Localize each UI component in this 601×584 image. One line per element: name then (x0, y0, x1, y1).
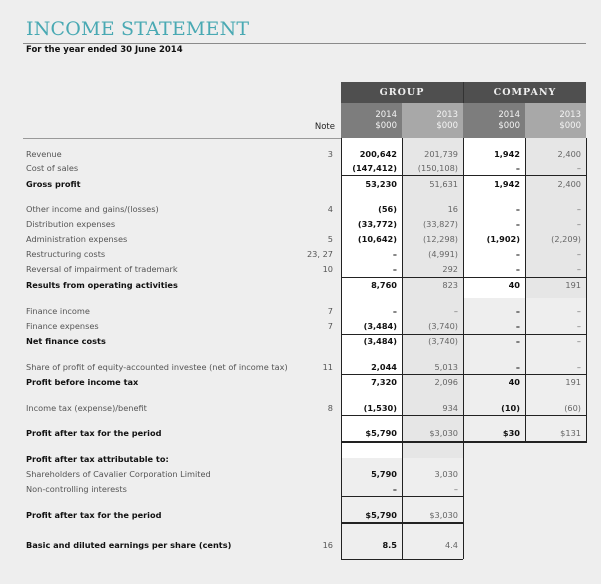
page-subtitle: For the year ended 30 June 2014 (26, 45, 183, 55)
cell: – (515, 336, 520, 346)
row-label: Basic and diluted earnings per share (cents) (26, 540, 232, 550)
table-row (0, 467, 601, 481)
year-label: 2013 (559, 110, 581, 120)
cell: – (576, 306, 581, 316)
column-header-company-2014 (463, 103, 525, 138)
table-row (0, 538, 601, 552)
subtotal-rule (341, 415, 586, 416)
row-label: Finance expenses (26, 321, 99, 331)
unit-label: $000 (436, 121, 458, 131)
cell: – (453, 306, 458, 316)
total-rule (341, 522, 463, 524)
cell: – (576, 219, 581, 229)
table-row (0, 147, 601, 161)
row-note: 7 (327, 306, 333, 316)
row-note: 5 (327, 234, 333, 244)
cell: – (576, 336, 581, 346)
cell: $3,030 (429, 428, 458, 438)
table-row (0, 278, 601, 292)
header-rule (23, 138, 341, 139)
page-title: INCOME STATEMENT (26, 18, 250, 40)
cell: (12,298) (422, 234, 458, 244)
table-row (0, 401, 601, 415)
row-label: Reversal of impairment of trademark (26, 264, 178, 274)
row-label: Restructuring costs (26, 249, 106, 259)
header-divider (463, 82, 464, 103)
cell: – (392, 306, 397, 316)
table-row (0, 161, 601, 175)
row-note: 4 (327, 204, 333, 214)
year-label: 2014 (375, 110, 397, 120)
cell: 2,096 (434, 377, 458, 387)
row-note: 10 (322, 264, 333, 274)
cell: – (576, 264, 581, 274)
cell: 201,739 (424, 149, 458, 159)
row-note: 8 (327, 403, 333, 413)
cell: – (515, 264, 520, 274)
row-note: 23, 27 (306, 249, 333, 259)
table-row (0, 426, 601, 440)
cell: 7,320 (371, 377, 397, 387)
cell: (33,772) (357, 219, 397, 229)
table-row (0, 334, 601, 348)
cell: 5,790 (371, 469, 397, 479)
row-label: Cost of sales (26, 163, 79, 173)
cell: 40 (508, 377, 520, 387)
cell: 40 (508, 280, 520, 290)
cell: – (576, 249, 581, 259)
row-label: Revenue (26, 149, 62, 159)
cell: (147,412) (352, 163, 397, 173)
cell: 51,631 (429, 179, 458, 189)
subtotal-rule (341, 496, 463, 497)
table-row (0, 232, 601, 246)
cell: – (576, 321, 581, 331)
note-column-header: Note (314, 122, 335, 132)
cell: 1,942 (494, 149, 520, 159)
total-rule (341, 559, 463, 560)
unit-label: $000 (559, 121, 581, 131)
cell: (10) (501, 403, 520, 413)
cell: 823 (442, 280, 458, 290)
cell: 4.4 (444, 540, 458, 550)
cell: – (515, 362, 520, 372)
cell: (3,740) (428, 336, 458, 346)
cell: – (515, 306, 520, 316)
table-row (0, 304, 601, 318)
group-header: GROUP (341, 82, 463, 103)
row-label: Income tax (expense)/benefit (26, 403, 147, 413)
cell: 53,230 (365, 179, 397, 189)
cell: – (576, 163, 581, 173)
cell: – (515, 321, 520, 331)
row-note: 7 (327, 321, 333, 331)
cell: 191 (565, 280, 581, 290)
year-label: 2013 (436, 110, 458, 120)
row-label: Gross profit (26, 179, 81, 189)
row-note: 3 (327, 149, 333, 159)
cell: 3,030 (434, 469, 458, 479)
column-header-group-2014 (341, 103, 402, 138)
row-label: Finance income (26, 306, 90, 316)
cell: 200,642 (359, 149, 397, 159)
cell: – (515, 219, 520, 229)
cell: 1,942 (494, 179, 520, 189)
unit-label: $000 (375, 121, 397, 131)
cell: (150,108) (417, 163, 458, 173)
row-label: Profit after tax for the period (26, 428, 162, 438)
unit-label: $000 (498, 121, 520, 131)
cell: 8.5 (382, 540, 397, 550)
table-row (0, 452, 601, 466)
cell: – (576, 204, 581, 214)
column-header-group-2013 (402, 103, 463, 138)
subtotal-rule (341, 175, 586, 176)
cell: 16 (447, 204, 458, 214)
row-label: Non-controlling interests (26, 484, 127, 494)
row-label: Results from operating activities (26, 280, 178, 290)
row-label: Other income and gains/(losses) (26, 204, 159, 214)
table-row (0, 202, 601, 216)
cell: 5,013 (434, 362, 458, 372)
cell: $30 (502, 428, 520, 438)
cell: – (515, 249, 520, 259)
row-note: 11 (322, 362, 333, 372)
cell: – (392, 264, 397, 274)
row-label: Distribution expenses (26, 219, 116, 229)
table-row (0, 247, 601, 261)
cell: 2,400 (557, 179, 581, 189)
cell: $5,790 (365, 428, 397, 438)
row-label: Administration expenses (26, 234, 128, 244)
cell: (3,484) (363, 321, 397, 331)
table-row (0, 508, 601, 522)
cell: (3,484) (363, 336, 397, 346)
cell: (1,530) (363, 403, 397, 413)
title-rule (23, 43, 586, 44)
table-row (0, 360, 601, 374)
cell: 191 (565, 377, 581, 387)
row-label: Profit after tax attributable to: (26, 454, 169, 464)
table-row (0, 319, 601, 333)
row-label: Shareholders of Cavalier Corporation Limited (26, 469, 211, 479)
cell: – (392, 249, 397, 259)
cell: (3,740) (428, 321, 458, 331)
cell: (1,902) (486, 234, 520, 244)
cell: – (515, 163, 520, 173)
cell: – (392, 484, 397, 494)
table-row (0, 217, 601, 231)
cell: (33,827) (422, 219, 458, 229)
row-note: 16 (322, 540, 333, 550)
cell: 934 (442, 403, 458, 413)
cell: 8,760 (371, 280, 397, 290)
cell: (10,642) (357, 234, 397, 244)
cell: 2,044 (371, 362, 397, 372)
cell: $5,790 (365, 510, 397, 520)
cell: – (453, 484, 458, 494)
cell: 292 (442, 264, 458, 274)
cell: (56) (378, 204, 397, 214)
cell: – (515, 204, 520, 214)
row-label: Profit before income tax (26, 377, 139, 387)
cell: 2,400 (557, 149, 581, 159)
cell: $3,030 (429, 510, 458, 520)
table-row (0, 177, 601, 191)
cell: (2,209) (551, 234, 581, 244)
row-label: Profit after tax for the period (26, 510, 162, 520)
cell: (60) (564, 403, 581, 413)
company-header: COMPANY (464, 82, 586, 103)
row-label: Net finance costs (26, 336, 106, 346)
column-header-company-2013 (525, 103, 586, 138)
row-label: Share of profit of equity-accounted investee (net of income tax) (26, 362, 288, 372)
total-rule (341, 441, 586, 443)
cell: (4,991) (428, 249, 458, 259)
year-label: 2014 (498, 110, 520, 120)
cell: $131 (560, 428, 581, 438)
table-row (0, 375, 601, 389)
table-row (0, 482, 601, 496)
table-row (0, 262, 601, 276)
cell: – (576, 362, 581, 372)
